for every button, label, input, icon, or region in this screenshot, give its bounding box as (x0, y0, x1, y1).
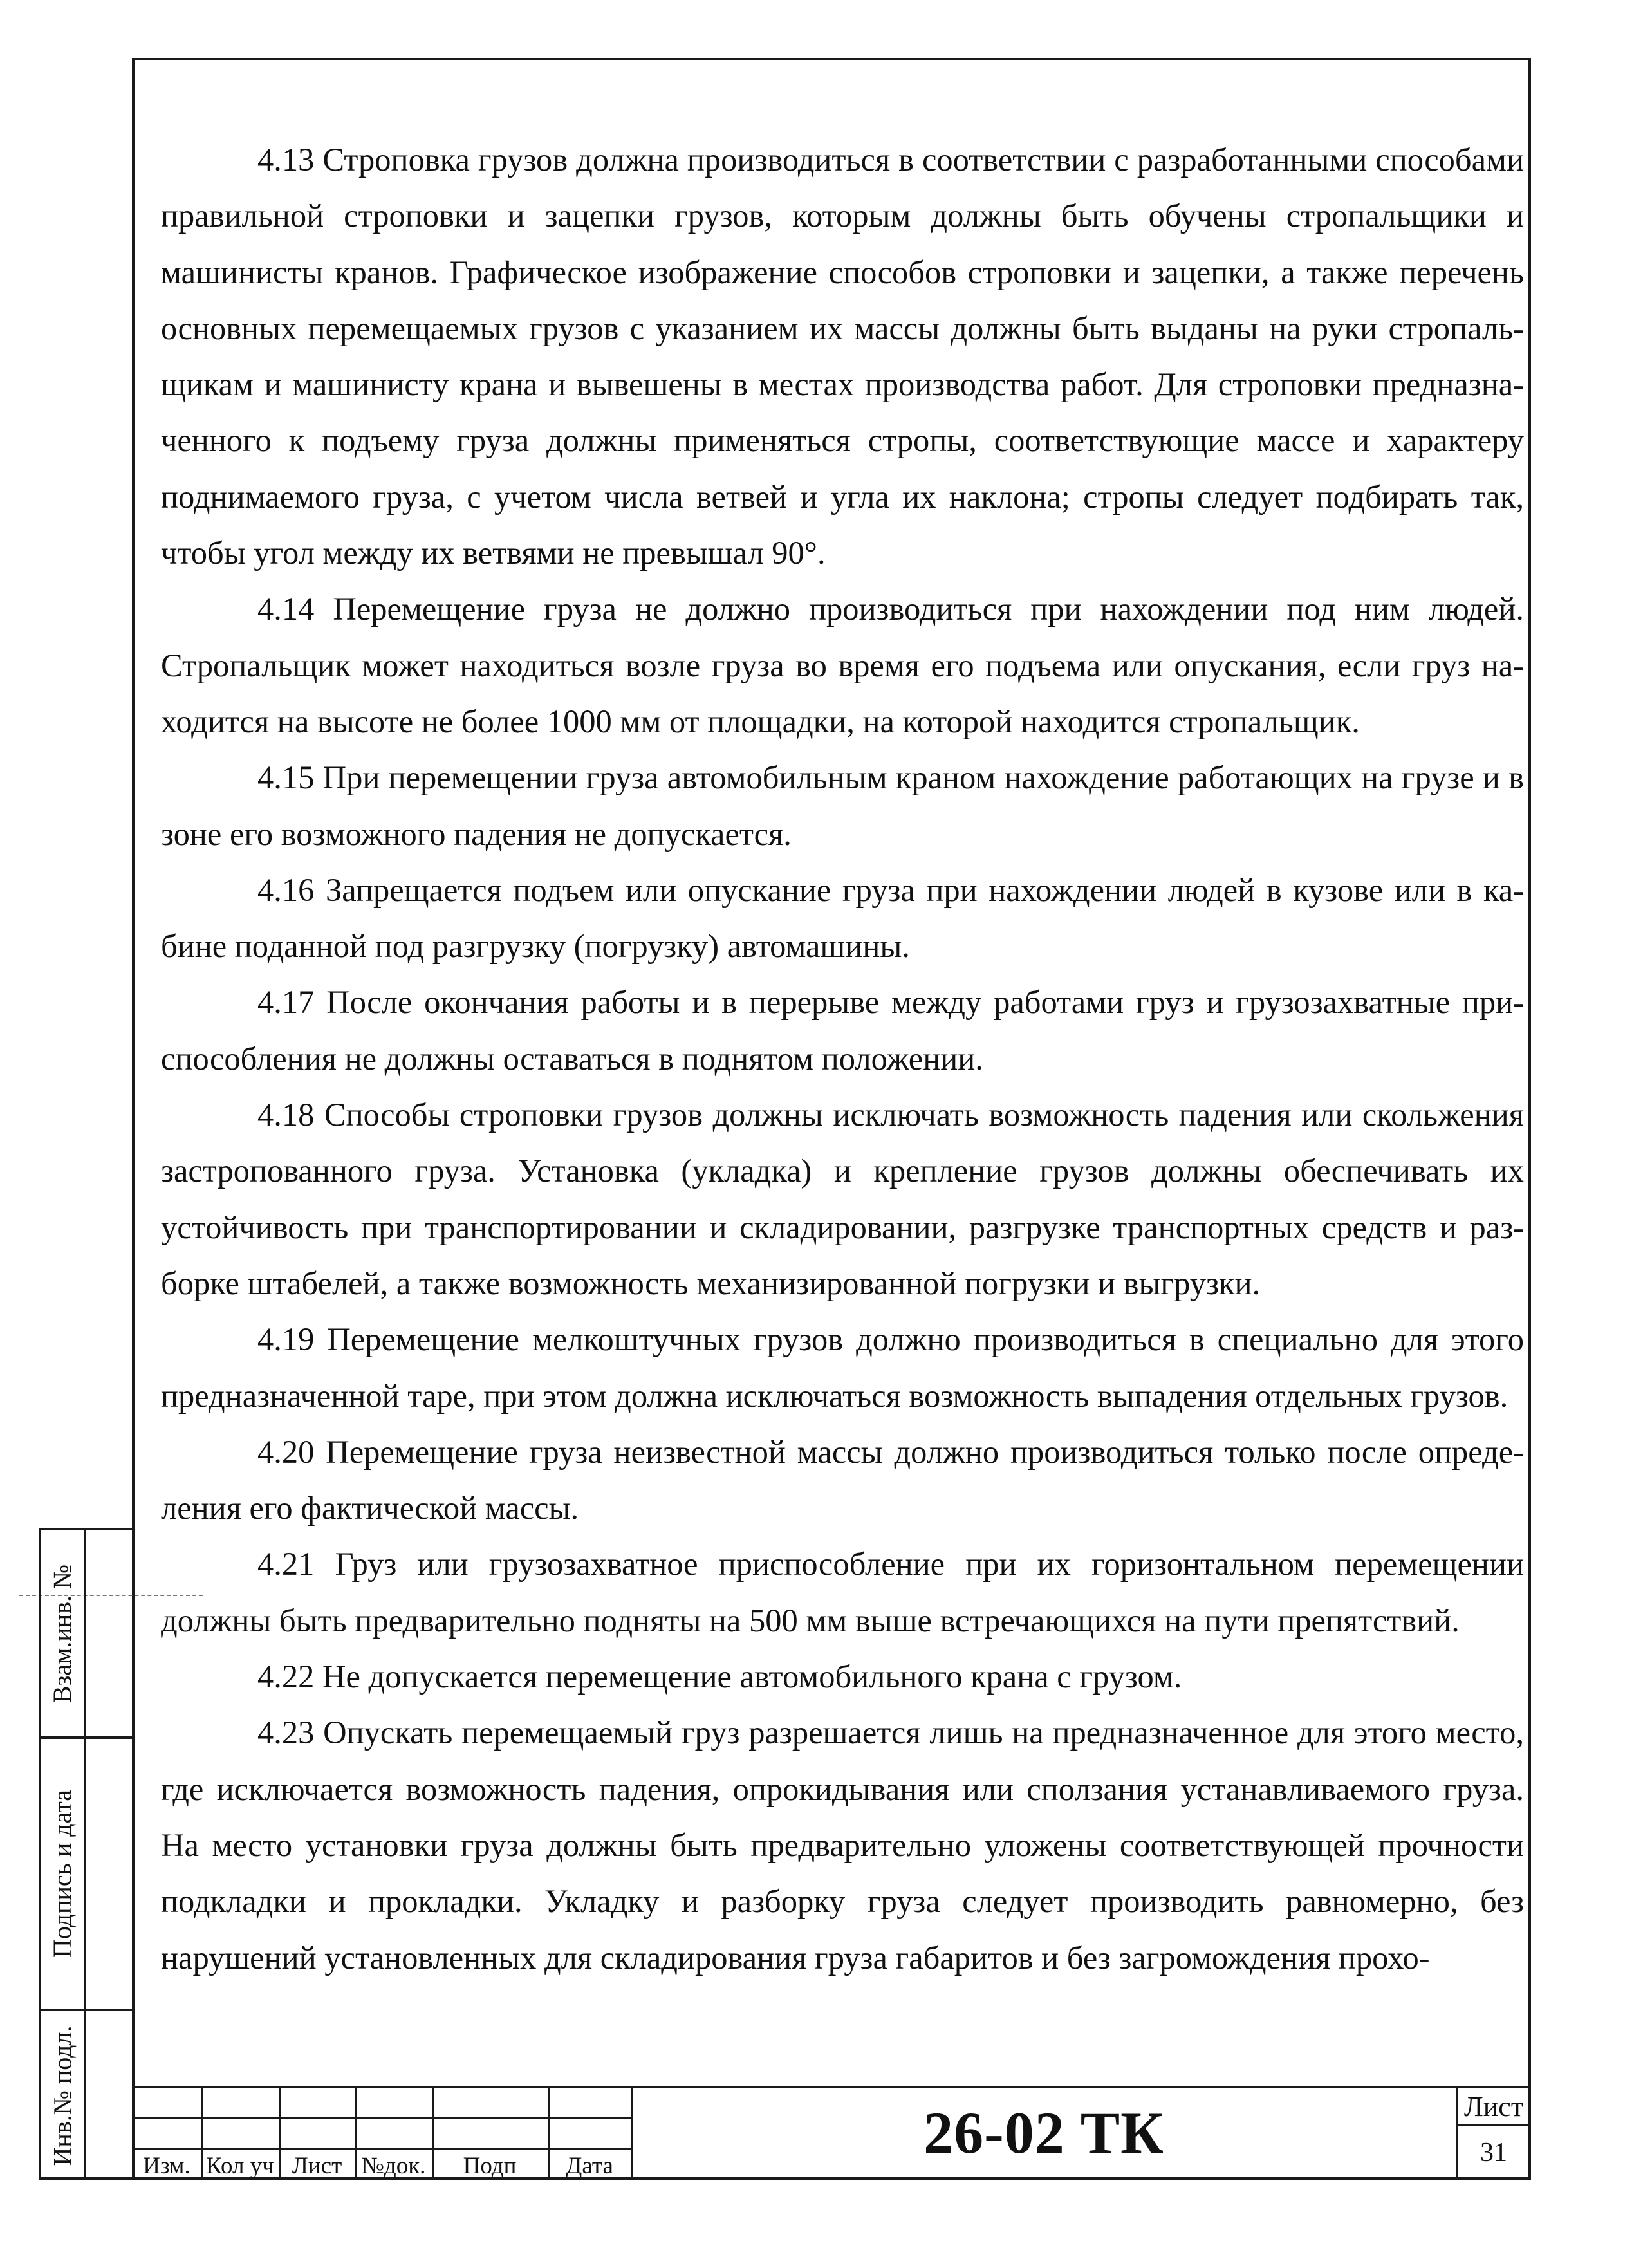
podpis-data-label: Подпись и дата (48, 1789, 77, 1958)
title-block (132, 2086, 1531, 2180)
paragraph-4-15: 4.15 При перемещении груза автомобильным краном нахождение работающих на грузе и в зоне его возможного падения не допускается. (161, 759, 1524, 852)
paragraph-4-16: 4.16 Запрещается подъем или опускание груза при нахождении людей в кузове или в кабине поданной под разгрузку (погрузку) автомашины. (161, 871, 1524, 965)
vzam-inv-label: Взам.инв. № (48, 1564, 77, 1703)
paragraph-4-19: 4.19 Перемещение мелкоштучных грузов должно производиться в специально для этого предназначенной таре, при этом должна исключаться возможность выпадения отдельных грузов. (161, 1321, 1524, 1414)
title-block-row-line (132, 2117, 631, 2119)
paragraph-4-22: 4.22 Не допускается перемещение автомобильного крана с грузом. (257, 1658, 1182, 1695)
side-stamp-divider (84, 1530, 86, 2177)
column-kol-uch: Кол уч (206, 2153, 274, 2179)
inv-podl-label: Инв.№ подл. (48, 2025, 77, 2166)
paragraph-4-13: 4.13 Строповка грузов должна производиться в соответствии с разработанными способами правильной строповки и зацепки грузов, которым должны быть обучены стропальщики и машинисты кранов. Графическое изображение способов строповки и зацепки, а также перечень основных перемещаемых грузов с указанием их массы должны быть выданы на руки стропальщикам и машинисту крана и вывешены в местах производства работ. Для строповки предназначенного к подъему груза должны применяться стропы, соответствующие массе и характеру поднимаемого груза, с учетом числа ветвей и угла их наклона; стропы следует подбирать так, чтобы угол между их ветвями не превышал 90°. (161, 142, 1524, 571)
paragraph-4-18: 4.18 Способы строповки грузов должны исключать возможность падения или скольжения застропованного груза. Установка (укладка) и крепление грузов должны обеспечивать их устойчивость при транспортировании и складировании, разгрузке транспортных средств и разборке штабелей, а также возможность механизированной погрузки и выгрузки. (161, 1097, 1524, 1301)
paragraph-4-21: 4.21 Груз или грузозахватное приспособление при их горизонтальном перемещении должны быть предварительно подняты на 500 мм выше встречающихся на пути препятствий. (161, 1546, 1524, 1639)
sheet-number: 31 (1480, 2138, 1507, 2168)
side-stamp (39, 1528, 132, 2180)
paragraph-4-23: 4.23 Опускать перемещаемый груз разрешается лишь на предназначенное для этого место, где исключается возможность падения, опрокидывания или сползания устанавливаемого груза. На место установки груза должны быть предварительно уложены соответствующей прочности подкладки и прокладки. Укладку и разборку груза следует производить равномерно, без нарушений установленных для складирования груза габаритов и без загромождения прохо- (161, 1714, 1524, 1976)
sheet-label: Лист (1463, 2090, 1524, 2122)
column-izm: Изм. (143, 2153, 190, 2179)
inv-podl-field (41, 2011, 84, 2180)
paragraph-4-14: 4.14 Перемещение груза не должно производиться при нахождении под ним людей. Стропальщик может находиться возле груза во время его подъема или опускания, если груз находится на высоте не более 1000 мм от площадки, на которой находится стропальщик. (161, 591, 1524, 739)
paragraph-4-17: 4.17 После окончания работы и в перерыве между работами груз и грузозахватные приспособления не должны оставаться в поднятом положении. (161, 984, 1524, 1077)
title-block-row-line (132, 2148, 631, 2150)
main-text (161, 132, 1524, 1986)
column-list: Лист (292, 2153, 342, 2179)
column-podp: Подп (463, 2153, 517, 2179)
column-data: Дата (566, 2153, 613, 2179)
column-nom-dok: №док. (361, 2153, 426, 2179)
podpis-data-field (41, 1739, 84, 2009)
paragraph-4-20: 4.20 Перемещение груза неизвестной массы должно производиться только после определения его фактической массы. (161, 1433, 1524, 1527)
document-code: 26-02 ТК (923, 2100, 1164, 2166)
vzam-inv-field (41, 1530, 84, 1736)
